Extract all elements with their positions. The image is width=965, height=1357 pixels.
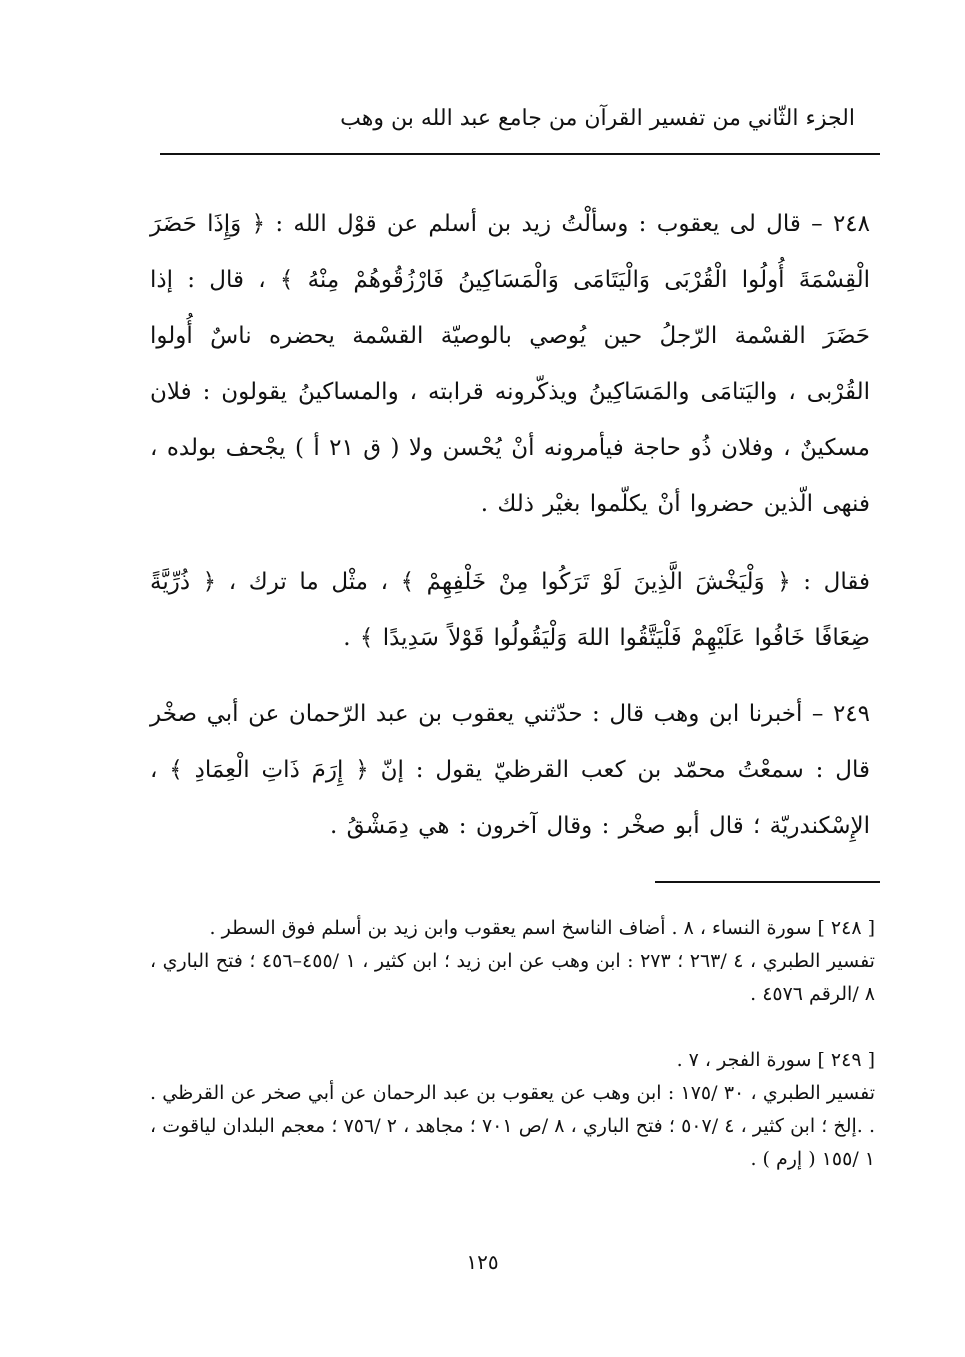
entry-249-paragraph: ٢٤٩ – أخبرنا ابن وهب قال : حدّثني يعقوب بن عبد الرّحمان عن أبي صخْر قال : سمعْتُ محمّد بن كعب القرظيّ يقول : إنّ ﴿ إِرَمَ ذَاتِ الْعِمَادِ ﴾ ، الإِسْكندريّة ؛ قال أبو صخْر : وقال آخرون : هي دِمَشْقُ . bbox=[150, 701, 870, 839]
header-divider bbox=[160, 153, 880, 155]
footnote-248 bbox=[150, 912, 875, 1011]
running-header: الجزء الثّاني من تفسير القرآن من جامع عبد الله بن وهب bbox=[340, 106, 855, 131]
entry-248-paragraph: ٢٤٨ – قال لى يعقوب : وسألْتُ زيد بن أسلم عن قوْل الله : ﴿ وَإِذَا حَضَرَ الْقِسْمَةَ أُولُوا الْقُرْبَى وَالْيَتَامَى وَالْمَسَاكِينُ فَارْزُقُوهُمْ مِنْهُ ﴾ ، قال : إذا حَضَرَ القسْمة الرّجلُ حين يُوصي بالوصيّة القسْمة يحضره ناسٌ أُولوا القُرْبى ، واليَتامَى والمَسَاكِينُ ويذكّرونه قرابته ، والمساكينُ يقولون : فلان مسكينٌ ، وفلان ذُو حاجة فيأمرونه أنْ يُحْسن ولا ( ق ٢١ أ ) يجْحف بولده ، فنهى الّذين حضروا أنْ يكلّموا بغيْر ذلك . bbox=[150, 211, 871, 517]
footnote-248-line-2: تفسير الطبري ، ٤ /٢٦٣ ؛ ٢٧٣ : ابن وهب عن ابن زيد ؛ ابن كثير ، ١ /٤٥٥–٤٥٦ ؛ فتح الباري ، ٨ /الرقم ٤٥٧٦ . bbox=[150, 950, 875, 1005]
footnote-249-line-2: تفسير الطبري ، ٣٠ /١٧٥ : ابن وهب عن يعقوب بن عبد الرحمان عن أبي صخر عن القرظي . . .إلخ ؛ ابن كثير ، ٤ /٥٠٧ ؛ فتح الباري ، ٨ /ص ٧٠١ ؛ مجاهد ، ٢ /٧٥٦ ؛ معجم البلدان لياقوت ، ١ /١٥٥ ( إرم ) . bbox=[150, 1082, 875, 1170]
footnote-249-line-1: [ ٢٤٩ ] سورة الفجر ، ٧ . bbox=[676, 1049, 875, 1071]
footnote-248-line-1: [ ٢٤٨ ] سورة النساء ، ٨ . أضاف الناسخ اسم يعقوب وابن زيد بن أسلم فوق السطر . bbox=[209, 917, 875, 939]
page-number: ١٢٥ bbox=[466, 1250, 499, 1274]
footnote-divider bbox=[655, 881, 880, 883]
footnote-249 bbox=[150, 1044, 875, 1176]
entry-248-continuation: فقال : ﴿ وَلْيَخْشَ الَّذِينَ لَوْ تَرَكُوا مِنْ خَلْفِهِمْ ﴾ ، مثْل ما ترك ، ﴿ ذُرِّيَّةً ضِعَافًا خَافُوا عَلَيْهِمْ فَلْيَتَّقُوا اللهَ وَلْيَقُولُوا قَوْلاً سَدِيدًا ﴾ . bbox=[150, 569, 870, 651]
